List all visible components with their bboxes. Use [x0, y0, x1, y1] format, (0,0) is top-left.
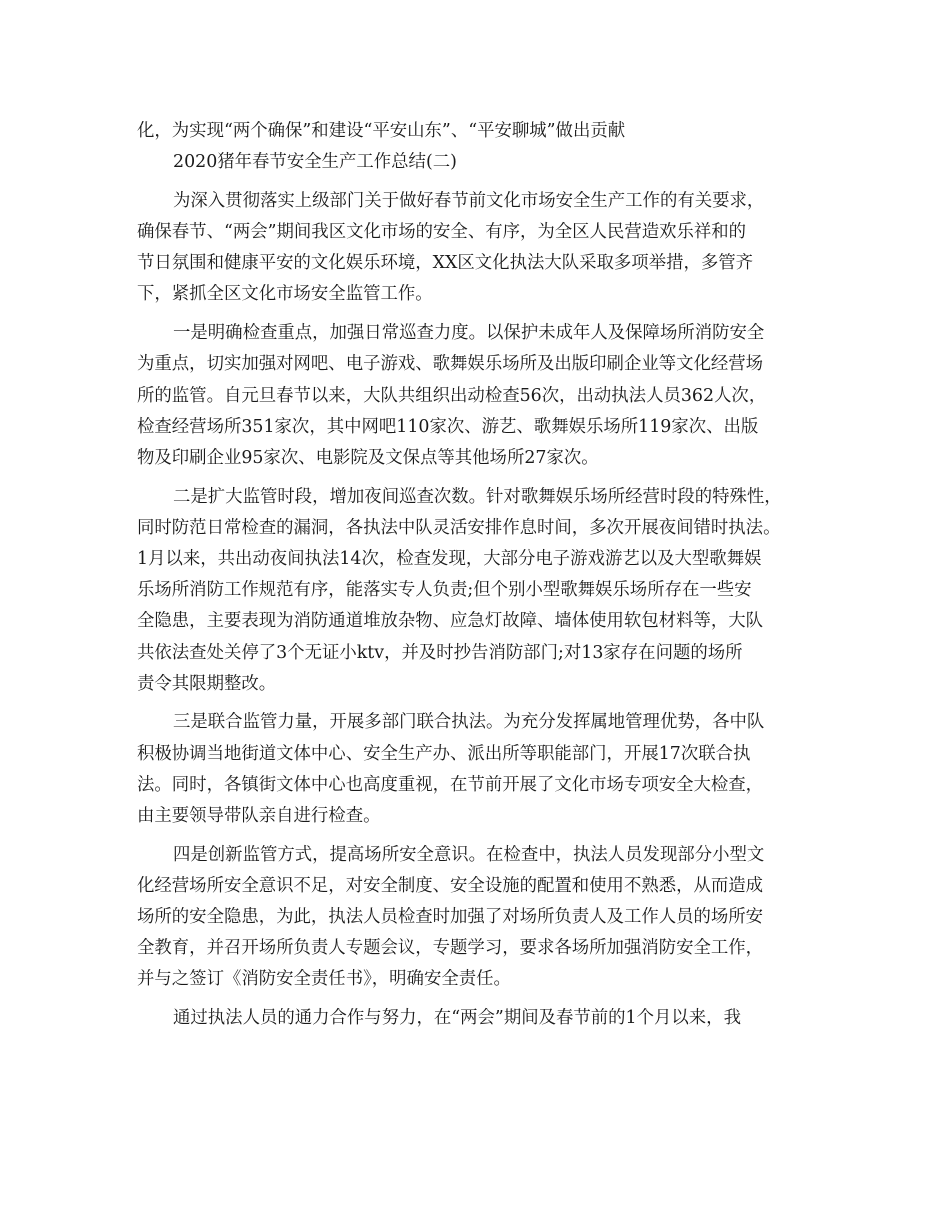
paragraph-line: 一是明确检查重点，加强日常巡查力度。以保护未成年人及保障场所消防安全 [173, 323, 765, 344]
paragraph-line: 节日氛围和健康平安的文化娱乐环境，XX区文化执法大队采取多项举措，多管齐 [137, 253, 754, 274]
section-heading: 2020猪年春节安全生产工作总结(二) [173, 152, 457, 173]
paragraph-point-two [137, 482, 817, 700]
paragraph-line: 全教育，并召开场所负责人专题会议，专题学习，要求各场所加强消防安全工作， [137, 938, 764, 959]
paragraph-line: 并与之签订《消防安全责任书》，明确安全责任。 [137, 969, 511, 990]
paragraph-line: 三是联合监管力量，开展多部门联合执法。为充分发挥属地管理优势，各中队 [173, 712, 765, 733]
lead-line: 化，为实现“两个确保”和建设“平安山东”、“平安聊城”做出贡献 [137, 121, 626, 141]
paragraph-line: 1月以来，共出动夜间执法14次，检查发现，大部分电子游戏游艺以及大型歌舞娱 [137, 548, 762, 569]
paragraph-conclusion [137, 1003, 817, 1034]
paragraph-line: 积极协调当地街道文体中心、安全生产办、派出所等职能部门，开展17次联合执 [137, 743, 751, 764]
paragraph-line: 四是创新监管方式，提高场所安全意识。在检查中，执法人员发现部分小型文 [173, 844, 765, 865]
paragraph-line: 场所的安全隐患，为此，执法人员检查时加强了对场所负责人及工作人员的场所安 [137, 907, 764, 927]
paragraph-point-one [137, 318, 817, 474]
paragraph-line: 法。同时，各镇街文体中心也高度重视，在节前开展了文化市场专项安全大检查， [137, 774, 764, 795]
document-body [137, 116, 817, 1034]
paragraph-line: 为重点，切实加强对网吧、电子游戏、歌舞娱乐场所及出版印刷企业等文化经营场 [137, 354, 764, 375]
paragraph-line: 物及印刷企业95家次、电影院及文保点等其他场所27家次。 [137, 447, 599, 468]
paragraph-line: 二是扩大监管时段，增加夜间巡查次数。针对歌舞娱乐场所经营时段的特殊性， [173, 486, 782, 507]
paragraph-line: 所的监管。自元旦春节以来，大队共组织出动检查56次，出动执法人员362人次， [137, 385, 767, 406]
paragraph-point-four [137, 840, 817, 996]
paragraph-line: 为深入贯彻落实上级部门关于做好春节前文化市场安全生产工作的有关要求， [173, 190, 765, 211]
paragraph-line: 由主要领导带队亲自进行检查。 [137, 805, 381, 826]
paragraph-line: 通过执法人员的通力合作与努力，在“两会”期间及春节前的1个月以来，我 [173, 1008, 741, 1029]
paragraph-line: 共依法查处关停了3个无证小ktv，并及时抄告消防部门;对13家存在问题的场所 [137, 642, 743, 663]
paragraph-line: 同时防范日常检查的漏洞，各执法中队灵活安排作息时间，多次开展夜间错时执法。 [137, 517, 781, 538]
paragraph-intro [137, 186, 817, 311]
paragraph-line: 下，紧抓全区文化市场安全监管工作。 [137, 284, 433, 305]
paragraph-line: 乐场所消防工作规范有序，能落实专人负责;但个别小型歌舞娱乐场所存在一些安 [137, 580, 752, 601]
paragraph-point-three [137, 707, 817, 832]
paragraph-line: 检查经营场所351家次，其中网吧110家次、游艺、歌舞娱乐场所119家次、出版 [137, 416, 759, 437]
paragraph-line: 确保春节、“两会”期间我区文化市场的安全、有序，为全区人民营造欢乐祥和的 [137, 222, 747, 243]
paragraph-line: 责令其限期整改。 [137, 673, 277, 694]
paragraph-line: 化经营场所安全意识不足，对安全制度、安全设施的配置和使用不熟悉，从而造成 [137, 875, 764, 896]
paragraph-line: 全隐患，主要表现为消防通道堆放杂物、应急灯故障、墙体使用软包材料等，大队 [137, 611, 764, 632]
